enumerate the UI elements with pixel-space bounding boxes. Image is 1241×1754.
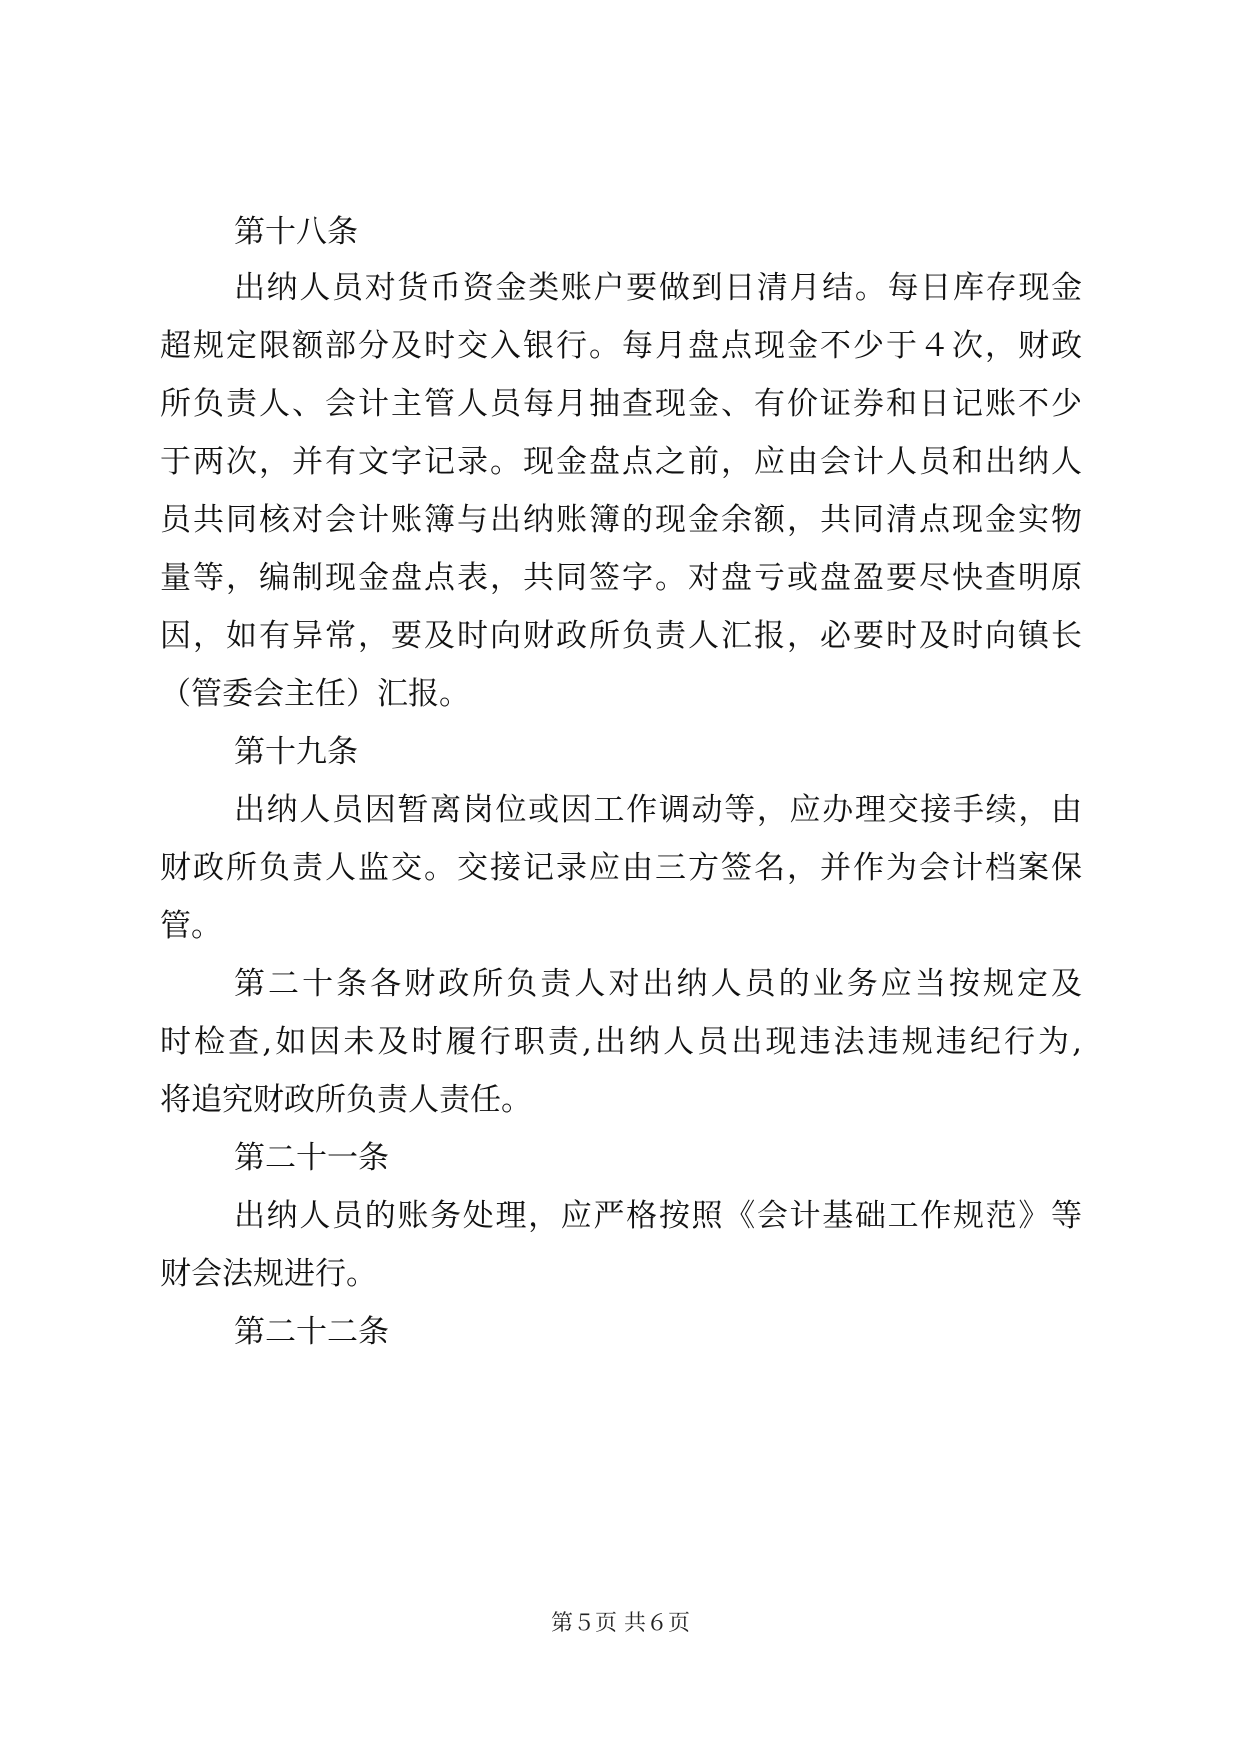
paragraph-line: 出纳人员因暂离岗位或因工作调动等，应办理交接手续，由: [234, 792, 1082, 828]
article-21-heading: 第二十一条: [234, 1140, 389, 1176]
paragraph-line: 财政所负责人监交。交接记录应由三方签名，并作为会计档案保: [160, 850, 1082, 886]
article-22-heading: 第二十二条: [234, 1314, 389, 1350]
paragraph-line: 出纳人员的账务处理，应严格按照《会计基础工作规范》等: [234, 1198, 1082, 1234]
paragraph-line: 量等，编制现金盘点表，共同签字。对盘亏或盘盈要尽快查明原: [160, 560, 1082, 596]
paragraph-line: 出纳人员对货币资金类账户要做到日清月结。每日库存现金: [234, 270, 1082, 306]
paragraph-line: 于两次，并有文字记录。现金盘点之前，应由会计人员和出纳人: [160, 444, 1082, 480]
paragraph-line: 管。: [160, 908, 222, 944]
page-number-footer: 第５页 共６页: [551, 1611, 690, 1636]
paragraph-line: 将追究财政所负责人责任。: [160, 1082, 532, 1118]
article-19-heading: 第十九条: [234, 734, 358, 770]
paragraph-line: 超规定限额部分及时交入银行。每月盘点现金不少于４次，财政: [160, 328, 1082, 364]
paragraph-line: 时检查,如因未及时履行职责,出纳人员出现违法违规违纪行为,: [160, 1024, 1082, 1060]
paragraph-line: 因，如有异常，要及时向财政所负责人汇报，必要时及时向镇长: [160, 618, 1082, 654]
paragraph-line: 财会法规进行。: [160, 1256, 377, 1292]
paragraph-line: （管委会主任）汇报。: [160, 676, 470, 712]
article-20-paragraph-line: 第二十条各财政所负责人对出纳人员的业务应当按规定及: [234, 966, 1082, 1002]
paragraph-line: 所负责人、会计主管人员每月抽查现金、有价证券和日记账不少: [160, 386, 1082, 422]
article-18-heading: 第十八条: [234, 214, 358, 250]
paragraph-line: 员共同核对会计账簿与出纳账簿的现金余额，共同清点现金实物: [160, 502, 1082, 538]
